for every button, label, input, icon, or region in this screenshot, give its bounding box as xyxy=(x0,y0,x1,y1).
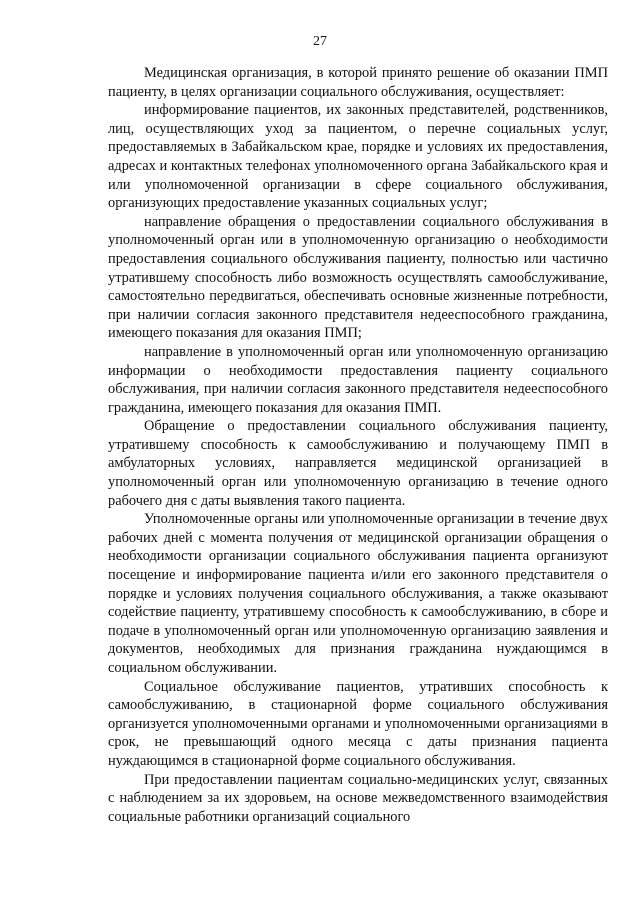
paragraph-outpatient-request: Обращение о предоставлении социального обслуживания пациенту, утратившему способность к самообслуживанию и получающему ПМП в амбулаторных условиях, направляется медицинской организацией в уполномоченный орган или уполномоченную организацию в течение одного рабочего дня с даты выявления такого пациента. xyxy=(108,418,608,509)
paragraph-social-medical-services: При предоставлении пациентам социально-медицинских услуг, связанных с наблюдением за их здоровьем, на основе межведомственного взаимодействия социальные работники организаций социального xyxy=(108,771,608,825)
paragraph-information-direction: направление в уполномоченный орган или уполномоченную организацию информации о необходимости предоставления пациенту социального обслуживания, при наличии согласия законного представителя недееспособного гражданина, имеющего показания для оказания ПМП. xyxy=(108,343,608,416)
page-number: 27 xyxy=(313,34,327,49)
body-text xyxy=(108,64,608,826)
paragraph-request-direction: направление обращения о предоставлении социального обслуживания в уполномоченный орган или в уполномоченную организацию о необходимости предоставления социального обслуживания пациенту, полностью или частично утратившему способность либо возможность осуществлять самообслуживание, самостоятельно передвигаться, обеспечивать основные жизненные потребности, при наличии согласия законного представителя недееспособного гражданина, имеющего показания для оказания ПМП; xyxy=(108,213,608,342)
paragraph-inpatient-service: Социальное обслуживание пациентов, утративших способность к самообслуживанию, в стационарной форме социального обслуживания организуется уполномоченными органами и уполномоченными организациями в срок, не превышающий одного месяца с даты признания пациента нуждающимся в стационарной форме социального обслуживания. xyxy=(108,678,608,769)
paragraph-informing: информирование пациентов, их законных представителей, родственников, лиц, осуществляющих уход за пациентом, о перечне социальных услуг, предоставляемых в Забайкальском крае, порядке и условиях их предоставления, адресах и контактных телефонах уполномоченного органа Забайкальского края и или уполномоченной организации в сфере социального обслуживания, организующих предоставление указанных социальных услуг; xyxy=(108,102,608,212)
paragraph-intro: Медицинская организация, в которой принято решение об оказании ПМП пациенту, в целях организации социального обслуживания, осуществляет: xyxy=(108,65,608,100)
paragraph-authorized-bodies: Уполномоченные органы или уполномоченные организации в течение двух рабочих дней с момента получения от медицинской организации обращения о необходимости организации социального обслуживания пациента организуют посещение и информирование пациента и/или его законного представителя о порядке и условиях получения социального обслуживания, а также оказывают содействие пациенту, утратившему способность к самообслуживанию, в сборе и подаче в уполномоченный орган или уполномоченную организацию заявления и документов, необходимых для признания гражданина нуждающимся в социальном обслуживании. xyxy=(108,511,608,676)
